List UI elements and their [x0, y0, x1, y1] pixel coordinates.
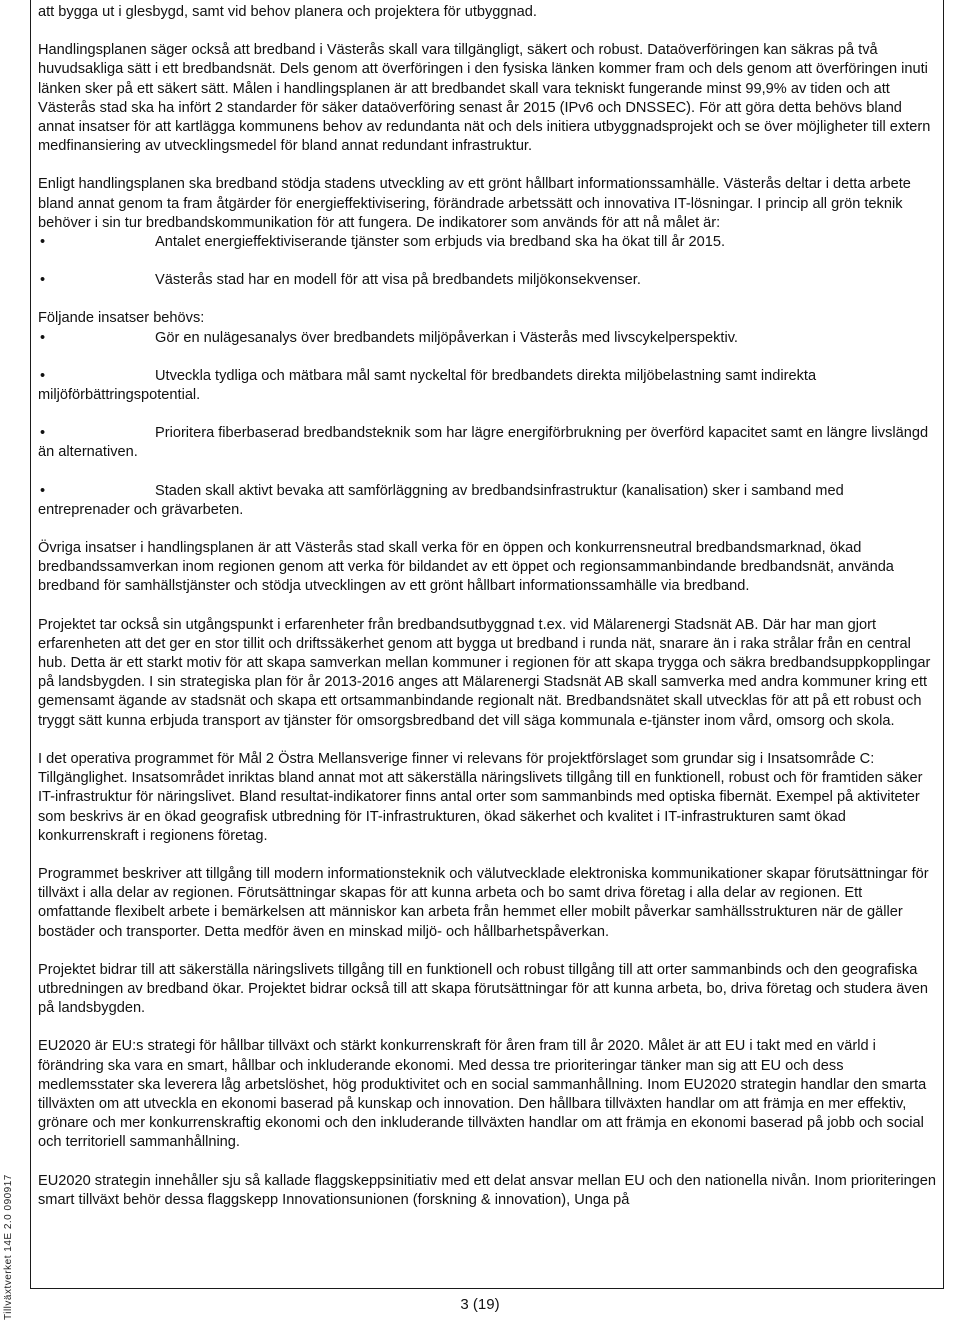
list-item [38, 367, 938, 405]
paragraph-program-describes: Programmet beskriver att tillgång till modern informationsteknik och välutvecklade elektroniska kommunikationer skapar förutsättningar för tillväxt i alla delar av regionen. Förutsättningar skapas för att kunna arbeta och bo samt driva företag i alla delar av regionen. Ett omfattande flexibelt arbete i bemärkelsen att människor kan arbeta från hemmet eller mobilt påverkar samhällsstrukturen när de gäller bostäder och transporter. Detta medför även en minskad miljö- och hållbarhetspåverkan. [38, 865, 929, 940]
paragraph-eu2020: EU2020 är EU:s strategi för hållbar tillväxt och stärkt konkurrenskraft för åren fram till år 2020. Målet är att EU i takt med en värld i förändring ska vara en smart, hållbar och inkluderande ekonomi. Med dessa tre prioriteringar tänker man sig att EU och dess medlemsstater ska leverera låg arbetslöshet, hög produktivitet och en social sammanhållning. Inom EU2020 strategin handlar den smarta tillväxten om att utveckla en ekonomi baserad på kunskap och innovation. Den hållbara tillväxten handlar om att främja en mer effektiv, grönare och mer konkurrenskraftig ekonomi och den inkluderande tillväxten handlar om att främja en ekonomi baserad på jobb och social och territoriell sammanhållning. [38, 1038, 927, 1151]
paragraph-glesbygd: att bygga ut i glesbygd, samt vid behov planera och projektera för utbyggnad. [38, 4, 537, 20]
measures-intro: Följande insatser behövs: [38, 310, 205, 327]
form-version-text: Tillväxtverket 14E 2.0 090917 [3, 1174, 14, 1320]
document-body [38, 3, 938, 1210]
paragraph-project-contributes: Projektet bidrar till att säkerställa näringslivets tillgång till en funktionell och robust tillgång till att orter sammanbinds och den geografiska utbredningen av bredband ökar. Projektet bidrar också till att skapa förutsättningar för att kunna arbeta, bo, driva företag och studera även på landsbygden. [38, 961, 928, 1017]
list-item [38, 271, 938, 290]
paragraph-flagship: EU2020 strategin innehåller sju så kallade flaggskeppsinitiativ med ett delat ansvar mellan EU och den nationella nivån. Inom prioriteringen smart tillväxt behör dessa flaggskepp Innovationsunionen (forskning & innovation), Unga på [38, 1172, 937, 1208]
bullet-icon: • [40, 482, 46, 499]
list-item [38, 233, 938, 252]
list-item [38, 329, 938, 348]
bullet-icon: • [40, 425, 46, 442]
form-version-label [2, 1020, 14, 1320]
list-item [38, 424, 938, 462]
bullet-icon: • [40, 367, 46, 384]
paragraph-malarenergi: Projektet tar också sin utgångspunkt i erfarenheter från bredbandsutbyggnad t.ex. vid Mälarenergi Stadsnät AB. Där har man gjort erfarenheten att det ger en stor tillit och driftssäkerhet genom att bygga ut bredband i runda nät, snarare än i raka strålar från en central hub. Detta är ett starkt motiv för att skapa samverkan mellan kommuner i regionen för att skapa trygga och säkra bredbandsuppkopplingar på landsbygden. I sin strategiska plan för år 2013-2016 anges att Mälarenergi Stadsnät AB skall samverka med andra kommuner kring ett gemensamt ägande av stadsnät och skapa ett ortsammanbindande regionalt nät. Bredbandsnätet skall utvecklas för att på ett robust och tryggt sätt kunna erbjuda transport av tjänster för omsorgsbredband det vill säga kommunala e-tjänster inom vård, omsorg och skola. [38, 616, 931, 729]
list-item-text: Västerås stad har en modell för att visa på bredbandets miljökonsekvenser. [155, 272, 641, 289]
list-item-text: Gör en nulägesanalys över bredbandets miljöpåverkan i Västerås med livscykelperspektiv. [155, 329, 738, 346]
page-number: 3 (19) [460, 1296, 500, 1313]
indicator-list [38, 233, 938, 290]
list-item-text: Antalet energieffektiviserande tjänster som erbjuds via bredband ska ha ökat till år 2015. [155, 234, 726, 251]
paragraph-robust: Handlingsplanen säger också att bredband i Västerås skall vara tillgängligt, säkert och robust. Dataöverföringen kan säkras på två huvudsakliga sätt i ett bredbandsnät. Dels genom att överföringen i den fysiska länken kommer fram och dels genom att överföringen inuti länken sker på ett säkert sätt. Målen i handlingsplanen är att bredbandet skall vara tekniskt fungerande minst 99,9% av tiden och att Västerås stad ska ha infört 2 standarder för säker dataöverföring senast år 2015 (IPv6 och DNSSEC). För att göra detta behövs bland annat insatser för att kartlägga kommunens behov av redundanta nät och dels initiera utbyggnadsprojekt och se över möjligheter till extern medfinansiering av utvecklingsmedel för bland annat redundant infrastruktur. [38, 42, 931, 155]
list-item-text: Utveckla tydliga och mätbara mål samt nyckeltal för bredbandets direkta miljöbelastning samt indirekta miljöförbättringspotential. [38, 367, 817, 404]
paragraph-other-measures: Övriga insatser i handlingsplanen är att Västerås stad skall verka för en öppen och konkurrensneutral bredbandsmarknad, ökad bredbandssamverkan inom regionen genom att verka för bildandet av ett öppet och regionsammanbindande bredbandsnät, använda bredband för samhällstjänster och stödja utvecklingen av ett grönt hållbart informationssamhälle via bredband. [38, 540, 894, 595]
bullet-icon: • [40, 272, 46, 289]
list-item-text: Prioritera fiberbaserad bredbandsteknik som har lägre energiförbrukning per överförd kapacitet samt en längre livslängd än alternativen. [38, 425, 929, 461]
bullet-icon: • [40, 234, 46, 251]
list-item-text: Staden skall aktivt bevaka att samförläggning av bredbandsinfrastruktur (kanalisation) sker i samband med entreprenader och grävarbeten. [38, 482, 844, 518]
paragraph-green-it: Enligt handlingsplanen ska bredband stödja stadens utveckling av ett grönt hållbart informationssamhälle. Västerås deltar i detta arbete bland annat genom ta fram åtgärder för energieffektivisering, förändrade arbetssätt och innovativa IT-lösningar. I princip all grön teknik behöver i sin tur bredbandskommunikation för att fungera. De indikatorer som används för att nå målet är: [38, 176, 911, 231]
measures-list [38, 329, 938, 520]
list-item [38, 482, 938, 520]
bullet-icon: • [40, 329, 46, 346]
paragraph-operative-program: I det operativa programmet för Mål 2 Östra Mellansverige finner vi relevans för projektförslaget som grundar sig i Insatsområde C: Tillgänglighet. Insatsområdet inriktas bland annat mot att säkerställa näringslivets tillgång till en funktionell, robust och för framtiden säker IT-infrastruktur för näringslivet. Bland resultat-indikatorer finns antal orter som sammanbinds med optiska fibernät. Exempel på aktiviteter som beskrivs är en ökad geografisk utbredning för IT-infrastrukturen, ökad säkerhet och kvalitet i IT-infrastrukturen samt ökad konkurrenskraft i regionens företag. [38, 750, 923, 844]
